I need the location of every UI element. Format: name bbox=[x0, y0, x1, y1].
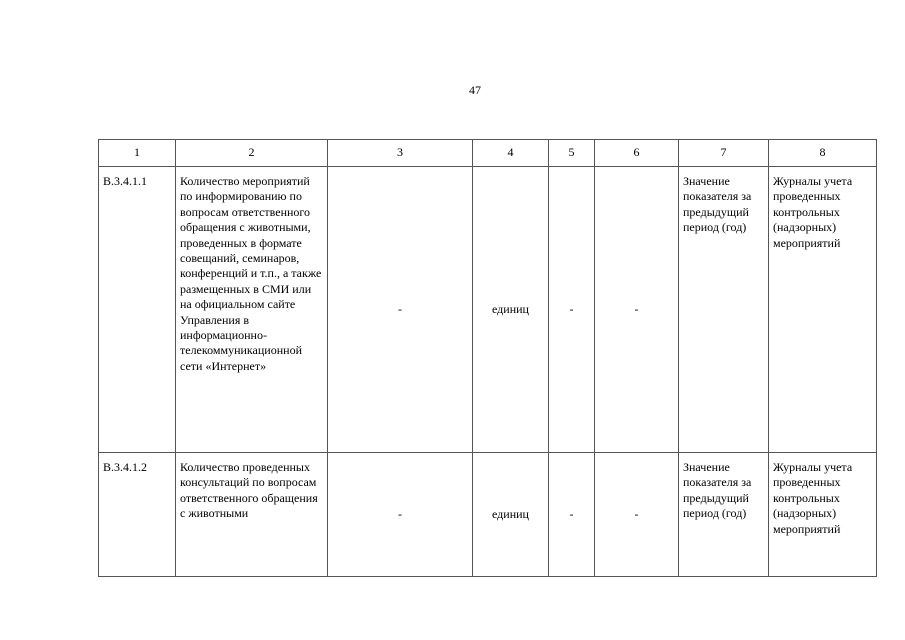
unit-of-measure: единиц bbox=[473, 167, 549, 453]
header-cell-1: 1 bbox=[99, 140, 176, 167]
header-cell-2: 2 bbox=[176, 140, 328, 167]
table-row bbox=[99, 453, 877, 577]
indicator-value-description: Значение показателя за предыдущий период (год) bbox=[679, 453, 769, 577]
indicators-table bbox=[98, 139, 877, 577]
header-cell-4: 4 bbox=[473, 140, 549, 167]
header-cell-6: 6 bbox=[595, 140, 679, 167]
indicator-name: Количество проведенных консультаций по вопросам ответственного обращения с животными bbox=[176, 453, 328, 577]
column-5-value: - bbox=[549, 453, 595, 577]
table-row bbox=[99, 167, 877, 453]
header-cell-8: 8 bbox=[769, 140, 877, 167]
column-6-value: - bbox=[595, 167, 679, 453]
column-3-value: - bbox=[328, 167, 473, 453]
header-cell-3: 3 bbox=[328, 140, 473, 167]
table-header-row bbox=[99, 140, 877, 167]
indicator-name: Количество мероприятий по информированию по вопросам ответственного обращения с животными, проведенных в формате совещаний, семинаров, конференций и т.п., а также размещенных в СМИ или на официальном сайте Управления в информационно-телекоммуникационной сети «Интернет» bbox=[176, 167, 328, 453]
header-cell-7: 7 bbox=[679, 140, 769, 167]
indicator-code: В.3.4.1.1 bbox=[99, 167, 176, 453]
indicator-code: В.3.4.1.2 bbox=[99, 453, 176, 577]
column-3-value: - bbox=[328, 453, 473, 577]
data-source: Журналы учета проведенных контрольных (надзорных) мероприятий bbox=[769, 167, 877, 453]
header-cell-5: 5 bbox=[549, 140, 595, 167]
unit-of-measure: единиц bbox=[473, 453, 549, 577]
column-5-value: - bbox=[549, 167, 595, 453]
indicator-value-description: Значение показателя за предыдущий период (год) bbox=[679, 167, 769, 453]
data-source: Журналы учета проведенных контрольных (надзорных) мероприятий bbox=[769, 453, 877, 577]
page-number: 47 bbox=[469, 83, 481, 97]
column-6-value: - bbox=[595, 453, 679, 577]
